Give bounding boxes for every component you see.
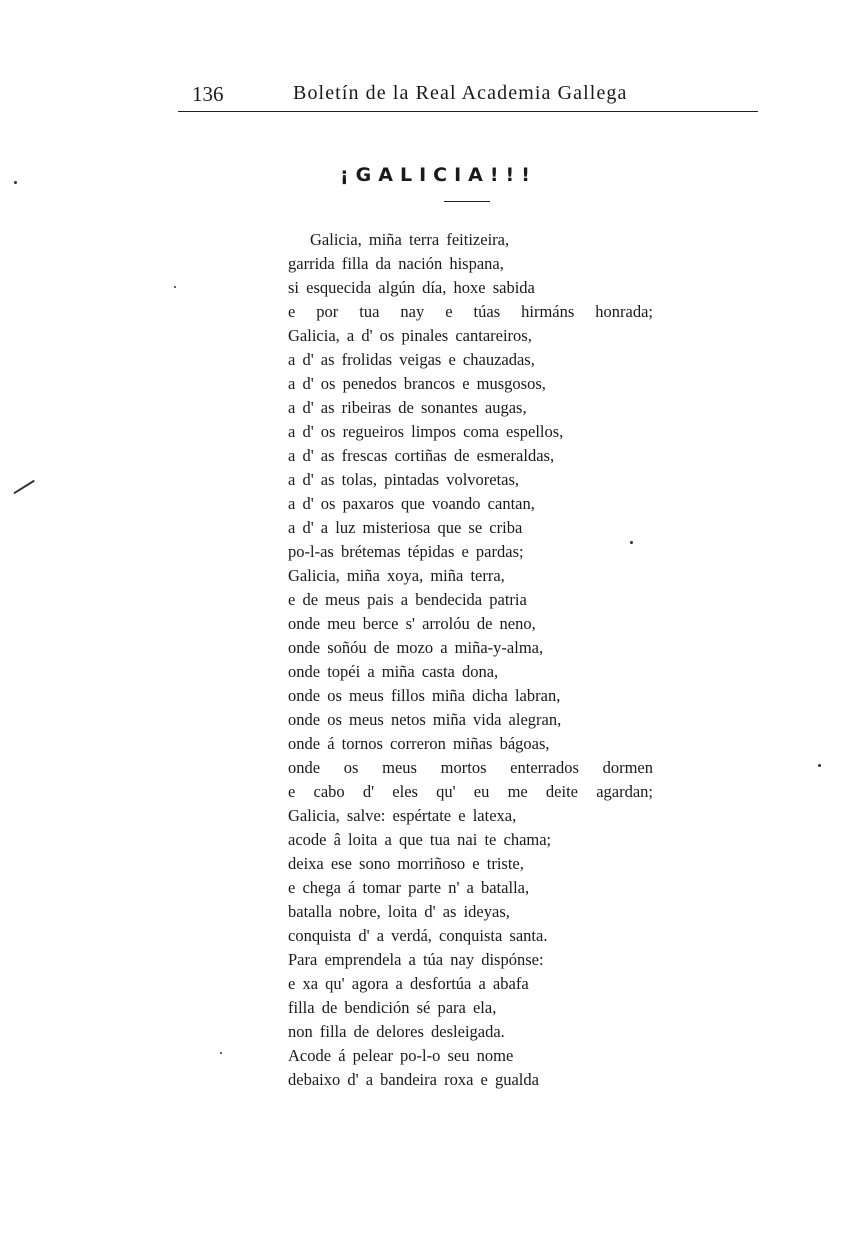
scan-speck bbox=[14, 181, 17, 184]
poem-title: ¡GALICIA!!! bbox=[340, 164, 537, 186]
poem-line: a d' as ribeiras de sonantes augas, bbox=[288, 398, 527, 417]
poem-line: deixa ese sono morriñoso e triste, bbox=[288, 854, 524, 873]
poem-line: onde topéi a miña casta dona, bbox=[288, 662, 499, 681]
poem-line: filla de bendición sé para ela, bbox=[288, 998, 497, 1017]
poem-line: Galicia, a d' os pinales cantareiros, bbox=[288, 326, 532, 345]
poem-line: a d' as frolidas veigas e chauzadas, bbox=[288, 350, 535, 369]
poem-line: Galicia, miña xoya, miña terra, bbox=[288, 566, 505, 585]
poem-line: a d' as tolas, pintadas volvoretas, bbox=[288, 470, 520, 489]
poem-line: onde á tornos correron miñas bágoas, bbox=[288, 734, 550, 753]
poem-line: e por tua nay e túas hirmáns honrada; bbox=[288, 302, 653, 321]
poem-line: po-l-as brétemas tépidas e pardas; bbox=[288, 542, 524, 561]
poem-line: batalla nobre, loita d' as ideyas, bbox=[288, 902, 510, 921]
poem-line: garrida filla da nación hispana, bbox=[288, 254, 504, 273]
header-rule bbox=[178, 111, 758, 112]
scan-speck bbox=[174, 286, 176, 288]
poem-line: a d' os regueiros limpos coma espellos, bbox=[288, 422, 564, 441]
poem-line: acode â loita a que tua nai te chama; bbox=[288, 830, 552, 849]
poem-line: a d' os paxaros que voando cantan, bbox=[288, 494, 535, 513]
poem-line: onde meu berce s' arrolóu de neno, bbox=[288, 614, 536, 633]
poem-line: Galicia, miña terra feitizeira, bbox=[310, 230, 510, 249]
page-number: 136 bbox=[192, 82, 224, 106]
poem-line: Acode á pelear po-l-o seu nome bbox=[288, 1046, 514, 1065]
poem-line: non filla de delores desleigada. bbox=[288, 1022, 505, 1041]
poem-line: Galicia, salve: espértate e latexa, bbox=[288, 806, 517, 825]
title-rule bbox=[444, 201, 490, 202]
poem-line: si esquecida algún día, hoxe sabida bbox=[288, 278, 535, 297]
scan-speck bbox=[220, 1052, 222, 1054]
poem-line: a d' os penedos brancos e musgosos, bbox=[288, 374, 546, 393]
poem-line: onde os meus mortos enterrados dormen bbox=[288, 758, 653, 777]
poem-line: a d' a luz misteriosa que se criba bbox=[288, 518, 523, 537]
poem-line: debaixo d' a bandeira roxa e gualda bbox=[288, 1070, 539, 1089]
scan-speck bbox=[630, 541, 633, 544]
poem-line: onde os meus fillos miña dicha labran, bbox=[288, 686, 561, 705]
page-header bbox=[178, 82, 758, 112]
poem-line: e cabo d' eles qu' eu me deite agardan; bbox=[288, 782, 653, 801]
poem-line: onde os meus netos miña vida alegran, bbox=[288, 710, 562, 729]
poem-line: onde soñóu de mozo a miña-y-alma, bbox=[288, 638, 544, 657]
poem-line: e chega á tomar parte n' a batalla, bbox=[288, 878, 530, 897]
poem-line: a d' as frescas cortiñas de esmeraldas, bbox=[288, 446, 555, 465]
running-title: Boletín de la Real Academia Gallega bbox=[293, 82, 628, 104]
poem-line: Para emprendela a túa nay dispónse: bbox=[288, 950, 544, 969]
poem-line: e xa qu' agora a desfortúa a abafa bbox=[288, 974, 529, 993]
scan-mark bbox=[13, 480, 34, 494]
scan-speck bbox=[818, 764, 821, 767]
poem-line: e de meus pais a bendecida patria bbox=[288, 590, 527, 609]
poem-line: conquista d' a verdá, conquista santa. bbox=[288, 926, 548, 945]
poem-body bbox=[288, 228, 653, 1092]
